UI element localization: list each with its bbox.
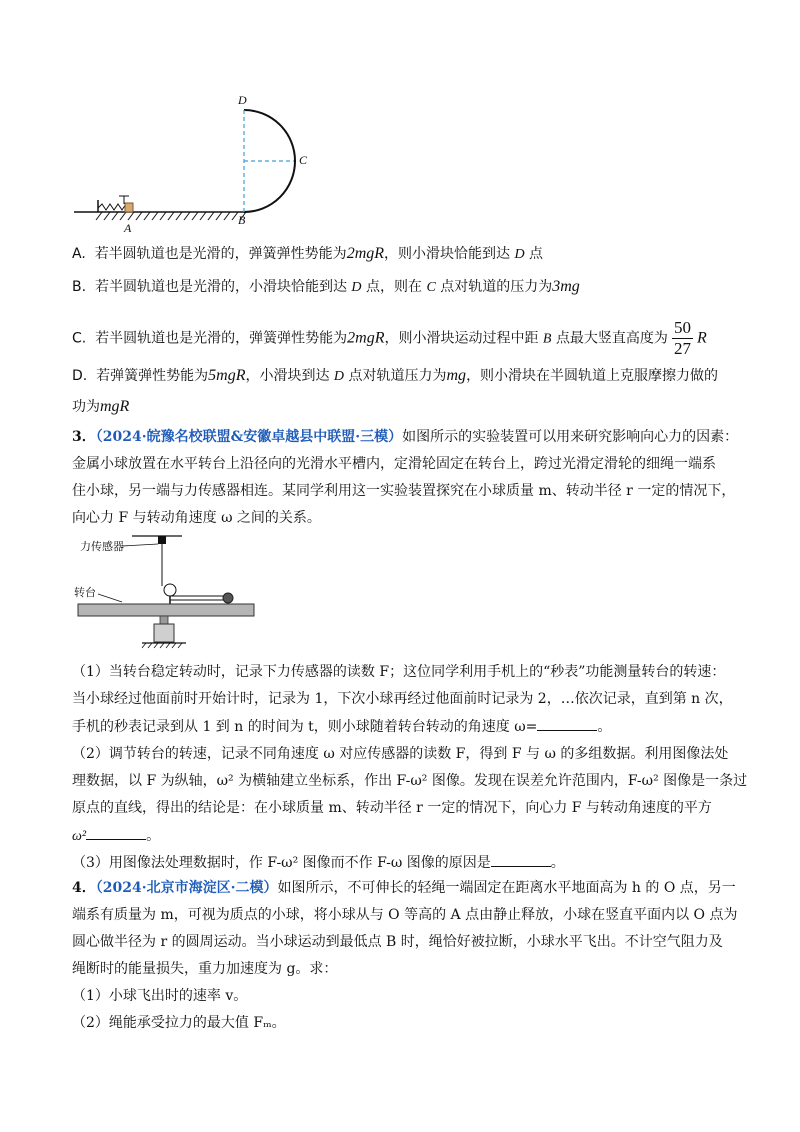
turntable-figure xyxy=(72,530,272,660)
q3-part1-line-2: 当小球经过他面前时开始计时，记录为 1，下次小球再经过他面前时记录为 2，…依次记录，直到第 n 次， xyxy=(72,691,733,707)
q3-source: （2024·皖豫名校联盟&安徽卓越县中联盟·三模） xyxy=(95,429,403,445)
q4-line-4: 绳断时的能量损失，重力加速度为 g。求： xyxy=(72,961,338,977)
label-c: C xyxy=(299,153,308,167)
q3-part2-line-4: ω² 。 xyxy=(72,825,732,847)
option-b: B. 若半圆轨道也是光滑的，小滑块恰能到达 D 点，则在 C 点对轨道的压力为3mg xyxy=(72,278,580,295)
q3-part2-line-3: 原点的直线，得出的结论是：在小球质量 m、转动半径 r 一定的情况下，向心力 F 与转动角速度的平方 xyxy=(72,800,712,816)
fraction-50-27: $\frac{50}{27}$ xyxy=(673,318,691,358)
q3-line-1: 3．（2024·皖豫名校联盟&安徽卓越县中联盟·三模）如图所示的实验装置可以用来研究影响向心力的因素： xyxy=(72,429,739,445)
q3-part1-line-1: （1）当转台稳定转动时，记录下力传感器的读数 F；这位同学利用手机上的“秒表”功能测量转台的转速： xyxy=(72,664,726,680)
sensor-label: 力传感器 xyxy=(80,540,124,553)
q4-sub-2: （2）绳能承受拉力的最大值 Fₘ。 xyxy=(72,1015,286,1031)
q4-line-3: 圆心做半径为 r 的圆周运动。当小球运动到最低点 B 时，绳恰好被拉断，小球水平飞出。不计空气阻力及 xyxy=(72,934,723,950)
answer-blank-2[interactable] xyxy=(86,825,146,840)
q3-part2-line-2: 理数据，以 F 为纵轴，ω² 为横轴建立坐标系，作出 F-ω² 图像。发现在误差允许范围内，F-ω² 图像是一条过 xyxy=(72,773,748,789)
q3-part1-line-3: 手机的秒表记录到从 1 到 n 的时间为 t，则小球随着转台转动的角速度 ω= 。 xyxy=(72,716,732,737)
q3-number: 3． xyxy=(72,429,96,445)
q3-part2-line-1: （2）调节转台的转速，记录不同角速度 ω 对应传感器的读数 F，得到 F 与 ω 的多组数据。利用图像法处 xyxy=(72,746,729,762)
label-b: B xyxy=(238,213,246,227)
option-d-cont: 功为mgR xyxy=(72,398,130,415)
q3-line-3: 住小球，另一端与力传感器相连。某同学利用这一实验装置探究在小球质量 m、转动半径 r 一定的情况下， xyxy=(72,483,736,499)
table-label: 转台 xyxy=(74,586,96,599)
option-c: C. 若半圆轨道也是光滑的，弹簧弹性势能为2mgR，则小滑块运动过程中距 B 点最大竖直高度为 $\frac{50}{27}$ R xyxy=(72,318,707,358)
answer-blank-3[interactable] xyxy=(491,852,551,867)
q4-number: 4． xyxy=(72,880,96,896)
q3-line-2: 金属小球放置在水平转台上沿径向的光滑水平槽内，定滑轮固定在转台上，跨过光滑定滑轮的细绳一端系 xyxy=(72,456,716,472)
option-a: A. 若半圆轨道也是光滑的，弹簧弹性势能为2mgR，则小滑块恰能到达 D 点 xyxy=(72,245,544,262)
q4-source: （2024·北京市海淀区·二模） xyxy=(95,880,278,896)
q3-part3-line-1: （3）用图像法处理数据时，作 F-ω² 图像而不作 F-ω 图像的原因是 。 xyxy=(72,852,732,873)
answer-blank-1[interactable] xyxy=(537,716,597,731)
track-figure xyxy=(72,92,332,242)
label-d: D xyxy=(238,93,247,107)
q4-line-2: 端系有质量为 m，可视为质点的小球，将小球从与 O 等高的 A 点由静止释放，小球在竖直平面内以 O 点为 xyxy=(72,907,738,923)
q4-line-1: 4．（2024·北京市海淀区·二模）如图所示，不可伸长的轻绳一端固定在距离水平地面高为 h 的 O 点，另一 xyxy=(72,880,736,896)
label-a: A xyxy=(124,221,132,235)
q4-sub-1: （1）小球飞出时的速率 v。 xyxy=(72,988,248,1004)
option-d: D. 若弹簧弹性势能为5mgR，小滑块到达 D 点对轨道压力为mg，则小滑块在半圆轨道上克服摩擦力做的 xyxy=(72,367,719,384)
q3-line-4: 向心力 F 与转动角速度 ω 之间的关系。 xyxy=(72,510,321,526)
